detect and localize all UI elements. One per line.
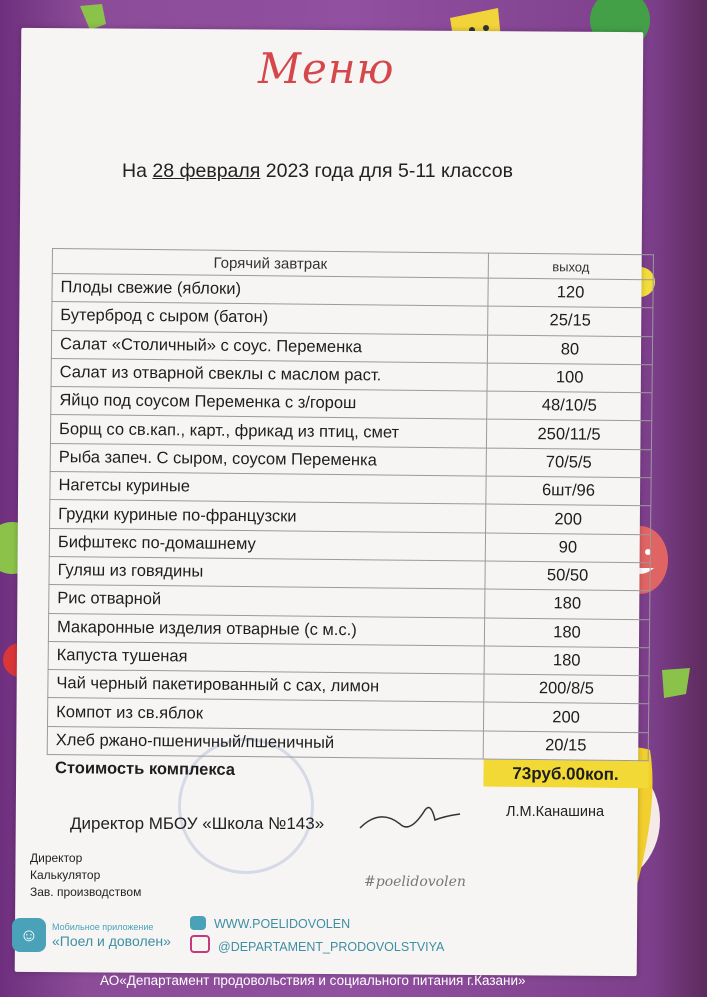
dish-name: Салат из отварной свеклы с маслом раст. [51,358,487,391]
dish-output: 100 [487,363,652,393]
director-label: Директор МБОУ «Школа №143» [70,814,325,833]
page-title: Меню [258,44,395,93]
dish-name: Рис отварной [49,585,485,618]
role-production-head: Зав. производством [30,885,142,899]
dish-output: 180 [484,646,649,676]
dish-name: Рыба запеч. С сыром, соусом Переменка [50,443,486,476]
subtitle-suffix: 2023 года для 5-11 классов [260,160,513,182]
dish-name: Гуляш из говядины [49,556,485,589]
total-price: 73руб.00коп. [483,759,648,789]
app-name: «Поел и доволен» [52,932,171,949]
dish-name: Нагетсы куриные [50,472,486,505]
app-small-label: Мобильное приложение [52,921,154,932]
dish-name: Капуста тушеная [48,641,484,674]
dish-name: Бутерброд с сыром (батон) [52,302,488,335]
dish-output: 6шт/96 [486,476,651,506]
dish-name: Борщ со св.кап., карт., фрикад из птиц, смет [50,415,486,448]
footer-organization: АО«Департамент продовольствия и социального питания г.Казани» [100,973,526,988]
dish-name: Макаронные изделия отварные (с м.с.) [48,613,484,646]
dish-output: 250/11/5 [486,420,651,450]
header-output: выход [488,253,653,280]
menu-table [46,248,654,789]
dish-output: 50/50 [485,561,650,591]
dish-name: Чай черный пакетированный с сах, лимон [48,670,484,703]
dish-output: 120 [488,278,653,308]
dish-output: 20/15 [483,731,648,761]
dish-name: Яйцо под соусом Переменка с з/горош [51,387,487,420]
dish-output: 180 [485,589,650,619]
role-director: Директор [30,851,83,865]
approval-roles [30,850,141,901]
dish-name: Бифштекс по-домашнему [49,528,485,561]
dish-output: 90 [485,533,650,563]
role-calculator: Калькулятор [30,868,101,882]
dish-name: Хлеб ржано-пшеничный/пшеничный [47,726,483,759]
subtitle-date: 28 февраля [152,160,261,182]
total-label: Стоимость комплекса [54,759,236,780]
instagram-handle: @DEPARTAMENT_PRODOVOLSTVIYA [218,940,445,954]
dish-output: 48/10/5 [487,391,652,421]
website-link: WWW.POELIDOVOLEN [214,917,351,931]
dish-output: 70/5/5 [486,448,651,478]
hashtag: #poelidovolen [364,874,466,890]
director-name: Л.М.Канашина [506,804,605,820]
app-icon: ☺ [12,918,46,952]
header-dish: Горячий завтрак [52,249,488,279]
dish-name: Грудки куриные по-французски [50,500,486,533]
dish-output: 180 [484,618,649,648]
instagram-icon [190,935,210,953]
dish-output: 200 [483,702,648,732]
dish-output: 200/8/5 [484,674,649,704]
dish-name: Плоды свежие (яблоки) [52,274,488,307]
dish-output: 25/15 [488,306,653,336]
director-signature [355,800,465,840]
dish-name: Салат «Столичный» с соус. Переменка [51,330,487,363]
dish-output: 200 [486,504,651,534]
dish-output: 80 [487,335,652,365]
social-links [190,914,444,958]
laptop-icon [190,916,206,930]
menu-subtitle [122,160,513,183]
dish-name: Компот из св.яблок [47,698,483,731]
app-promo [12,918,171,952]
subtitle-prefix: На [122,160,153,182]
